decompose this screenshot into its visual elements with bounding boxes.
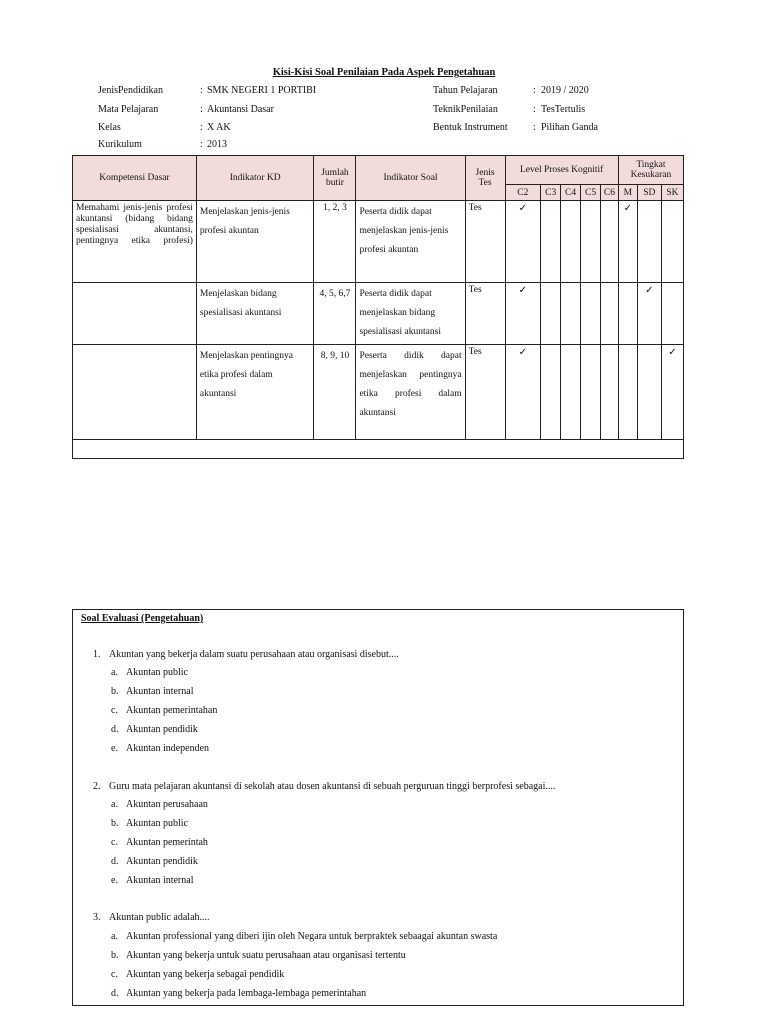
cell-jumlah-butir: 8, 9, 10 (314, 345, 356, 440)
option (111, 931, 497, 942)
option (111, 856, 198, 867)
option (111, 724, 198, 735)
option-letter: c. (111, 837, 118, 848)
cell-sd-check: ✓ (637, 283, 661, 345)
meta-colon: : (200, 139, 203, 150)
cell-c6 (601, 345, 619, 440)
option-letter: a. (111, 799, 118, 810)
option-letter: c. (111, 705, 118, 716)
cell-c5 (581, 201, 601, 283)
table-row (73, 201, 684, 283)
meta-colon: : (200, 122, 203, 133)
cell-sk-check (661, 283, 683, 345)
question-text: Guru mata pelajaran akuntansi di sekolah atau dosen akuntansi di sebuah perguruan tinggi berprofesi sebagai.... (109, 781, 556, 792)
cell-sd-check (637, 201, 661, 283)
header-c6: C6 (601, 185, 619, 201)
header-jumlah-butir: Jumlah butir (314, 156, 356, 201)
cell-empty (73, 440, 684, 459)
meta-value: X AK (207, 122, 231, 133)
question-number: 1. (93, 649, 101, 660)
meta-value: TesTertulis (541, 104, 586, 115)
cell-m-check (618, 283, 637, 345)
cell-kompetensi-dasar (73, 283, 197, 345)
question-number: 3. (93, 912, 101, 923)
option-text: Akuntan pendidik (126, 856, 198, 867)
option-letter: b. (111, 686, 119, 697)
header-c2: C2 (505, 185, 541, 201)
meta-label: JenisPendidikan (98, 85, 163, 96)
cell-indikator-soal: Peserta didik dapat menjelaskan bidang spesialisasi akuntansi (356, 283, 465, 345)
cell-c4 (561, 283, 581, 345)
option-text: Akuntan public (126, 667, 188, 678)
question-text: Akuntan public adalah.... (109, 912, 210, 923)
header-sd: SD (637, 185, 661, 201)
cell-c2-check: ✓ (505, 283, 541, 345)
header-jenis-tes: Jenis Tes (465, 156, 505, 201)
meta-label: Bentuk Instrument (433, 122, 508, 133)
meta-colon: : (533, 85, 536, 96)
cell-indikator-kd: Menjelaskan pentingnya etika profesi dalam akuntansi (196, 345, 314, 440)
option-letter: e. (111, 875, 118, 886)
question-number: 2. (93, 781, 101, 792)
header-sk: SK (661, 185, 683, 201)
question-text: Akuntan yang bekerja dalam suatu perusahaan atau organisasi disebut.... (109, 649, 399, 660)
option-letter: b. (111, 818, 119, 829)
cell-jumlah-butir: 4, 5, 6,7 (314, 283, 356, 345)
cell-c5 (581, 283, 601, 345)
option-text: Akuntan independen (126, 743, 210, 754)
cell-c5 (581, 345, 601, 440)
option-letter: e. (111, 743, 118, 754)
cell-sd-check (637, 345, 661, 440)
option-text: Akuntan yang bekerja sebagai pendidik (126, 969, 285, 980)
header-c5: C5 (581, 185, 601, 201)
option (111, 969, 284, 980)
cell-jenis-tes: Tes (465, 283, 505, 345)
cell-c2-check: ✓ (505, 201, 541, 283)
header-c4: C4 (561, 185, 581, 201)
option (111, 988, 366, 999)
meta-value: Pilihan Ganda (541, 122, 598, 133)
cell-m-check (618, 345, 637, 440)
header-kompetensi-dasar: Kompetensi Dasar (73, 156, 197, 201)
cell-c4 (561, 345, 581, 440)
option-text: Akuntan pemerintah (126, 837, 208, 848)
question (93, 649, 399, 660)
cell-jumlah-butir: 1, 2, 3 (314, 201, 356, 283)
cell-c3 (541, 201, 561, 283)
cell-kompetensi-dasar: Memahami jenis-jenis profesi akuntansi (bidang bidang spesialisasi akuntansi, pentingnya etika profesi) (73, 201, 197, 283)
table-row (73, 345, 684, 440)
option-text: Akuntan internal (126, 875, 194, 886)
cell-indikator-soal: Peserta didik dapat menjelaskan jenis-jenis profesi akuntan (356, 201, 465, 283)
cell-c3 (541, 345, 561, 440)
meta-colon: : (533, 122, 536, 133)
option-letter: d. (111, 724, 119, 735)
table-empty-row (73, 440, 684, 459)
meta-colon: : (200, 85, 203, 96)
question (93, 781, 555, 792)
option (111, 686, 193, 697)
soal-evaluasi-title: Soal Evaluasi (Pengetahuan) (81, 613, 204, 624)
option-text: Akuntan pemerintahan (126, 705, 218, 716)
meta-label: Kurikulum (98, 139, 142, 150)
header-indikator-kd: Indikator KD (196, 156, 314, 201)
cell-sk-check (661, 201, 683, 283)
meta-label: TeknikPenilaian (433, 104, 498, 115)
cell-m-check: ✓ (618, 201, 637, 283)
option-text: Akuntan internal (126, 686, 194, 697)
header-indikator-soal: Indikator Soal (356, 156, 465, 201)
option-text: Akuntan professional yang diberi ijin oleh Negara untuk berpraktek sebaagai akuntan swasta (126, 931, 498, 942)
document-title: Kisi-Kisi Soal Penilaian Pada Aspek Pengetahuan (272, 67, 496, 78)
question (93, 912, 210, 923)
meta-colon: : (533, 104, 536, 115)
cell-sk-check: ✓ (661, 345, 683, 440)
cell-jenis-tes: Tes (465, 345, 505, 440)
option (111, 667, 188, 678)
meta-value: SMK NEGERI 1 PORTIBI (207, 85, 317, 96)
meta-label: Tahun Pelajaran (433, 85, 498, 96)
header-m: M (618, 185, 637, 201)
option (111, 837, 208, 848)
soal-evaluasi-box (72, 609, 684, 1006)
meta-value: 2013 (207, 139, 227, 150)
option (111, 705, 217, 716)
option (111, 818, 188, 829)
cell-indikator-kd: Menjelaskan bidang spesialisasi akuntansi (196, 283, 314, 345)
header-tingkat-kesukaran: Tingkat Kesukaran (618, 156, 683, 185)
meta-label: Mata Pelajaran (98, 104, 159, 115)
option-letter: d. (111, 856, 119, 867)
option-letter: c. (111, 969, 118, 980)
cell-c6 (601, 283, 619, 345)
option-text: Akuntan pendidik (126, 724, 198, 735)
option-text: Akuntan yang bekerja untuk suatu perusahaan atau organisasi tertentu (126, 950, 406, 961)
cell-c4 (561, 201, 581, 283)
table-row (73, 283, 684, 345)
option (111, 950, 406, 961)
option-letter: d. (111, 988, 119, 999)
header-c3: C3 (541, 185, 561, 201)
cell-indikator-soal: Peserta didik dapat menjelaskan pentingnya etika profesi dalam akuntansi (356, 345, 465, 440)
cell-indikator-kd: Menjelaskan jenis-jenis profesi akuntan (196, 201, 314, 283)
option-text: Akuntan perusahaan (126, 799, 208, 810)
option-letter: b. (111, 950, 119, 961)
cell-kompetensi-dasar (73, 345, 197, 440)
cell-c2-check: ✓ (505, 345, 541, 440)
option-letter: a. (111, 931, 118, 942)
header-level-proses-kognitif: Level Proses Kognitif (505, 156, 618, 185)
option-letter: a. (111, 667, 118, 678)
kisi-kisi-table (72, 155, 684, 459)
cell-c3 (541, 283, 561, 345)
cell-c6 (601, 201, 619, 283)
meta-value: Akuntansi Dasar (207, 104, 274, 115)
option-text: Akuntan yang bekerja pada lembaga-lembaga pemerintahan (126, 988, 367, 999)
cell-jenis-tes: Tes (465, 201, 505, 283)
option-text: Akuntan public (126, 818, 188, 829)
option (111, 743, 209, 754)
meta-value: 2019 / 2020 (541, 85, 589, 96)
meta-colon: : (200, 104, 203, 115)
option (111, 799, 208, 810)
option (111, 875, 193, 886)
meta-label: Kelas (98, 122, 121, 133)
